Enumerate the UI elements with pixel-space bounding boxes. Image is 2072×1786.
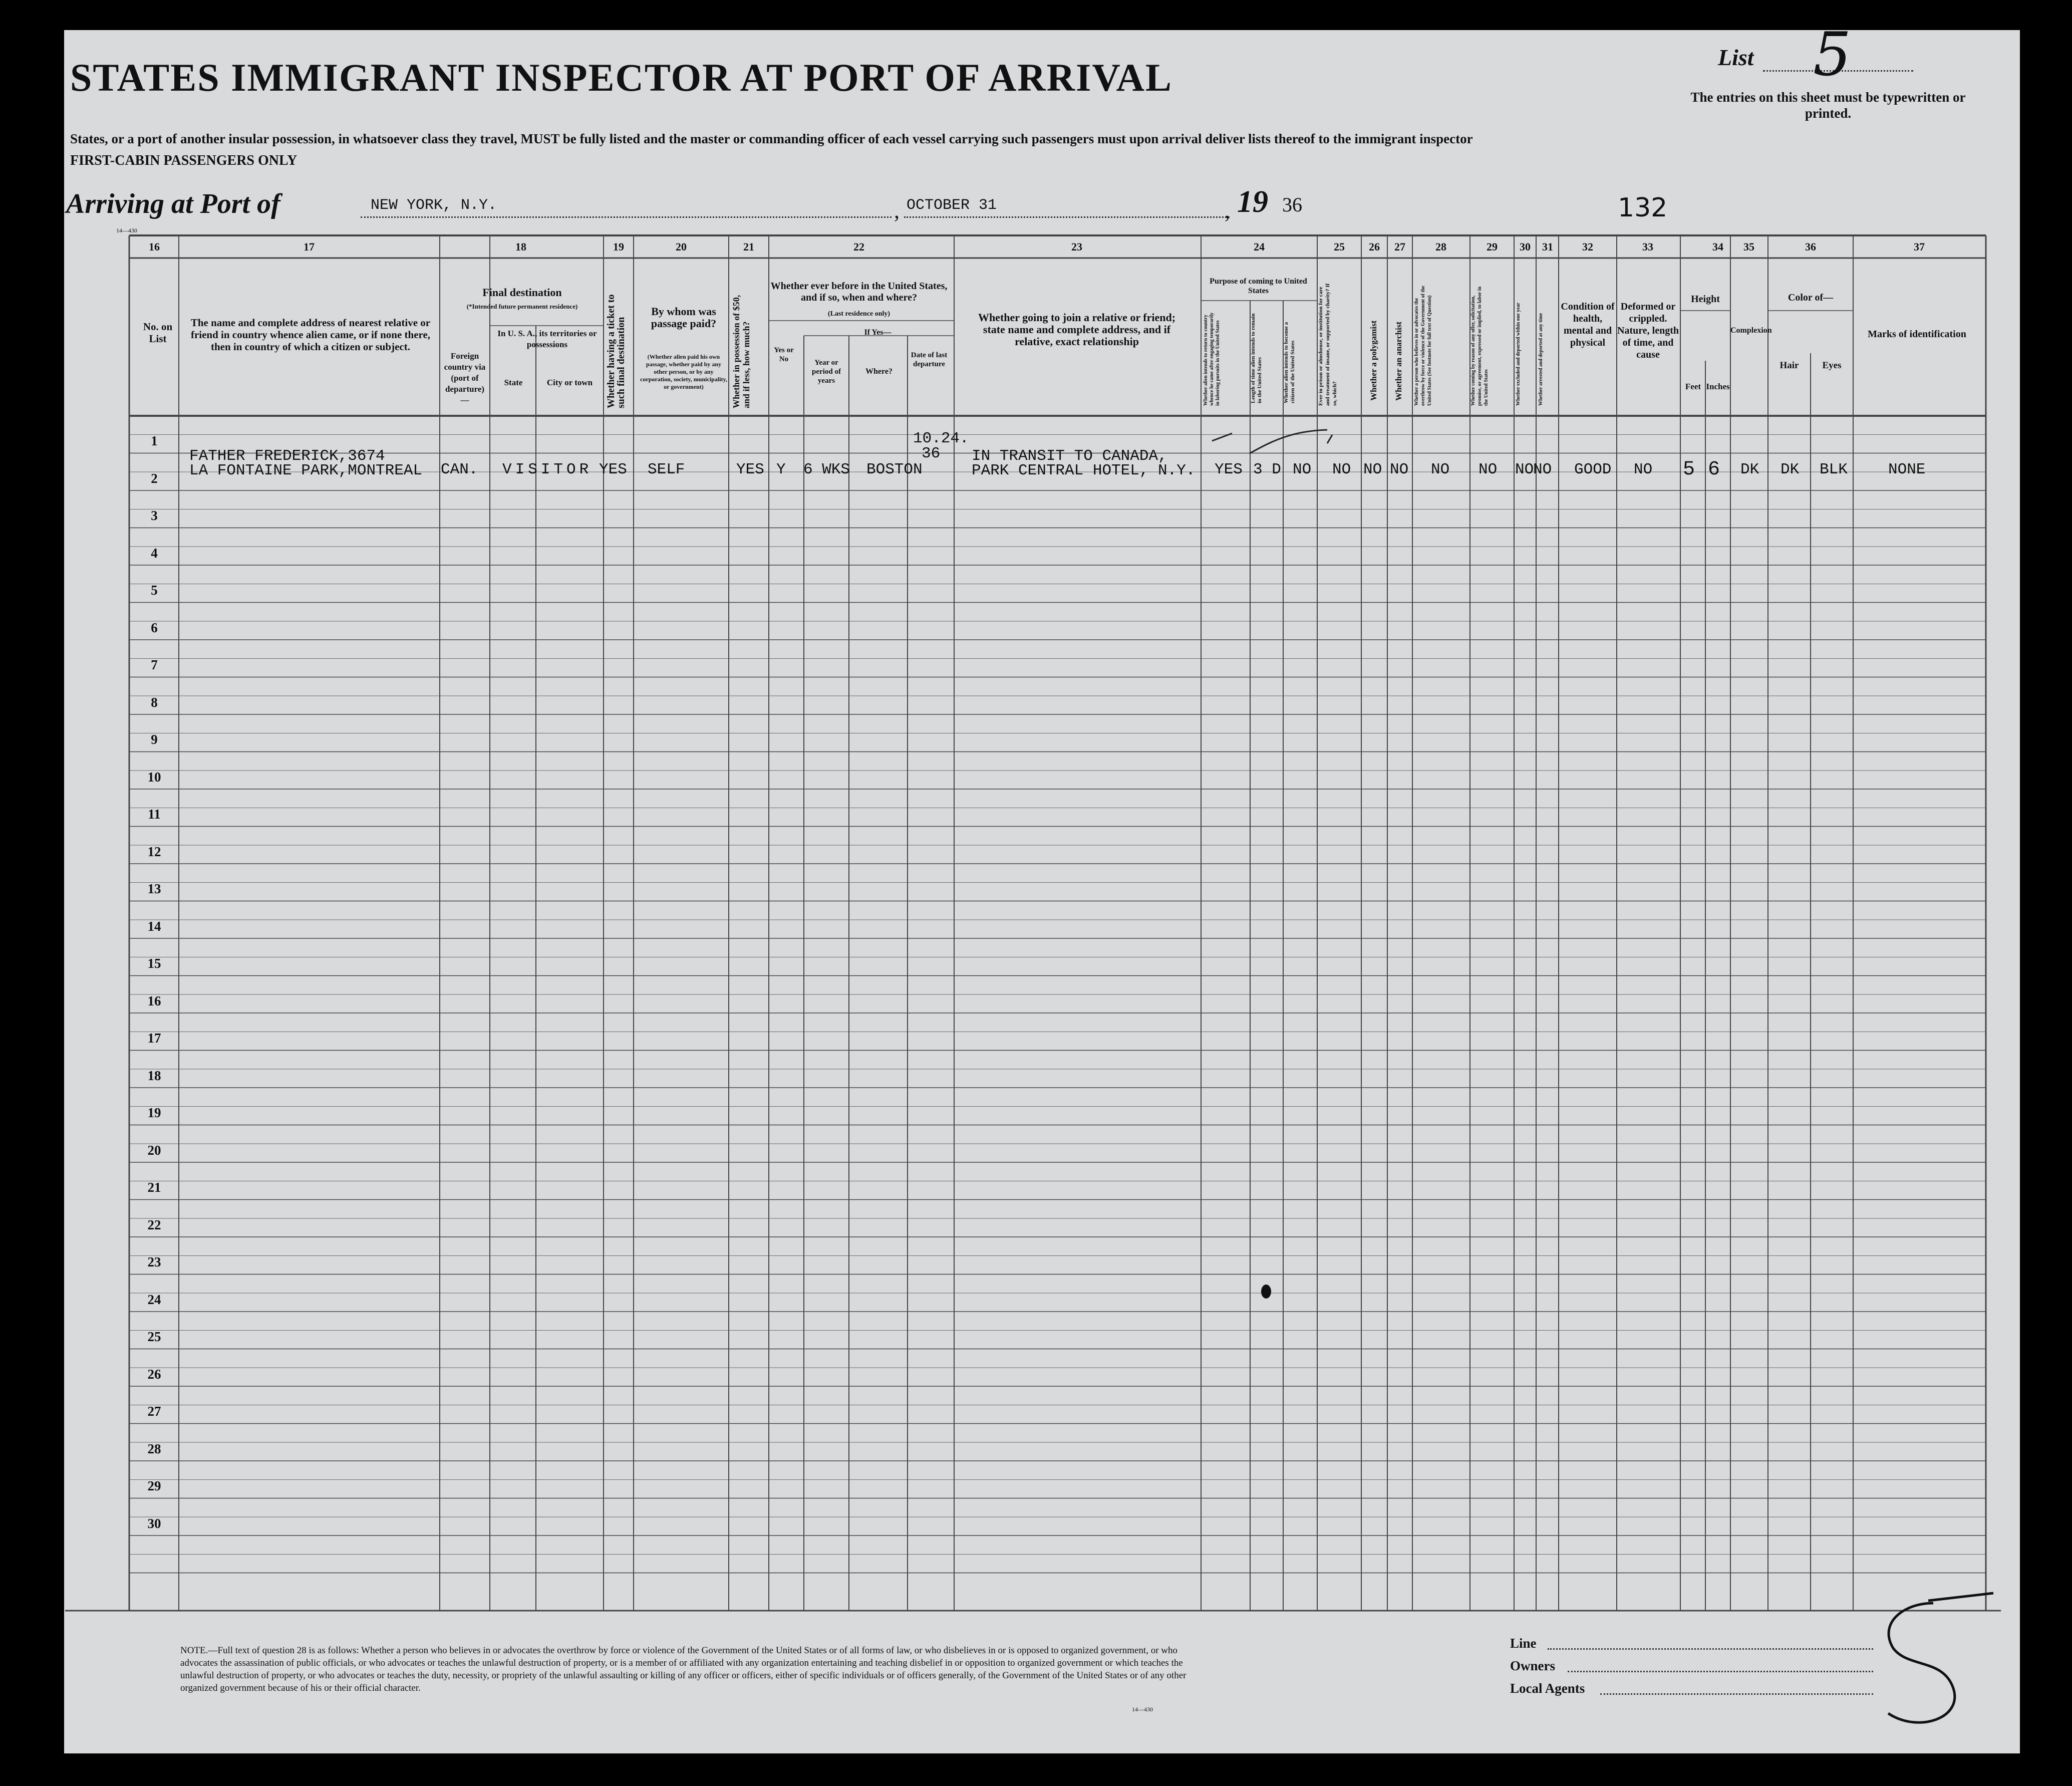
row-number: 23	[147, 1254, 161, 1269]
header-hair: Hair	[1780, 360, 1799, 371]
header-ever-before: Whether ever before in the United States, and if so, when and where?	[770, 281, 948, 303]
binder-hole	[32, 278, 53, 299]
row-number: 9	[151, 732, 158, 747]
header-q28: Whether a person who believes in or advocates the overthrow by force or violence of the Government of the United States (See footnote for full text of Question)	[1414, 286, 1432, 406]
binder-hole	[32, 571, 53, 592]
owners-underline	[1568, 1671, 1873, 1672]
owners-label: Owners	[1510, 1658, 1555, 1673]
entry-where: BOSTON	[866, 461, 923, 478]
entry-ever-before: Y	[776, 461, 786, 478]
line-label: Line	[1510, 1636, 1537, 1651]
year-prefix: 19	[1237, 185, 1268, 219]
binder-hole	[32, 1541, 53, 1562]
column-number: 20	[676, 240, 687, 253]
column-number: 26	[1369, 240, 1380, 253]
row-number: 27	[147, 1404, 161, 1419]
row-number: 7	[151, 657, 158, 672]
header-in-usa: In U. S. A., its territories or possessions	[497, 329, 597, 349]
row-number: 19	[147, 1105, 161, 1120]
entry-condition: GOOD	[1574, 461, 1612, 478]
local-agents-label: Local Agents	[1510, 1681, 1585, 1696]
header-nearest-relative: The name and complete address of nearest relative or friend in country whence alien came, or if none there, then in country of which a citizen or subject.	[190, 317, 431, 353]
handwritten-five-footer	[1888, 1603, 1955, 1722]
row-number: 16	[147, 993, 161, 1008]
column-number: 37	[1914, 240, 1925, 253]
row-number: 4	[151, 545, 158, 561]
entry-inches: 6	[1708, 458, 1720, 481]
header-q30: Whether excluded and deported within one year	[1516, 303, 1521, 406]
header-q31: Whether arrested and deported at any time	[1538, 313, 1544, 406]
entry-relative-line1: FATHER FREDERICK,3674	[189, 447, 385, 465]
header-final-destination-note: (*Intended future permanent residence)	[466, 303, 578, 310]
row-number: 6	[151, 620, 158, 635]
line-underline	[1548, 1648, 1873, 1650]
form-code: 14—430	[116, 227, 137, 234]
entry-possession: YES	[736, 461, 764, 478]
binder-hole	[32, 651, 53, 672]
header-condition: Condition of health, mental and physical	[1561, 301, 1615, 348]
page-number: 132	[1618, 193, 1668, 223]
entry-anarchist: NO	[1390, 461, 1409, 478]
header-deformed: Deformed or crippled. Nature, length of time, and cause	[1617, 301, 1679, 360]
row-number: 17	[147, 1031, 161, 1046]
agents-underline	[1600, 1693, 1873, 1695]
row-number: 5	[151, 583, 158, 598]
header-complexion: Complexion	[1730, 326, 1772, 335]
entry-relative-line2: LA FONTAINE PARK,MONTREAL	[189, 462, 423, 479]
header-final-destination: Final destination	[482, 286, 562, 299]
column-number: 18	[515, 240, 526, 253]
column-number: 17	[304, 240, 315, 253]
entry-foreign-country: CAN.	[441, 461, 478, 478]
row-number: 1	[151, 433, 158, 448]
header-if-yes: If Yes—	[864, 328, 892, 337]
row-number: 15	[147, 956, 161, 971]
header-where: Where?	[865, 367, 893, 376]
header-date-departure: Date of last departure	[911, 351, 948, 368]
column-number: 19	[613, 240, 624, 253]
entry-ticket: YES	[599, 461, 627, 478]
entry-feet: 5	[1683, 458, 1695, 481]
row-number: 12	[147, 844, 161, 859]
column-number: 32	[1582, 240, 1593, 253]
entry-joining-line1: IN TRANSIT TO CANADA,	[972, 447, 1167, 465]
ink-blot	[1261, 1285, 1271, 1299]
typewritten-instruction: The entries on this sheet must be typewritten or printed.	[1690, 90, 1966, 121]
row-number: 20	[147, 1142, 161, 1158]
row-number: 2	[151, 470, 158, 486]
row-number: 29	[147, 1478, 161, 1493]
entry-prison: NO	[1332, 461, 1351, 478]
header-last-residence: (Last residence only)	[827, 310, 891, 318]
column-number: 16	[149, 240, 160, 253]
header-purpose-a: Whether alien intends to return to country whence he came after engaging temporarily in laboring pursuits in the United States	[1203, 312, 1221, 406]
comma: ,	[894, 198, 900, 223]
entry-joining-line2: PARK CENTRAL HOTEL, N.Y.	[972, 462, 1196, 479]
column-number: 27	[1394, 240, 1405, 253]
header-color-of: Color of—	[1788, 292, 1834, 303]
row-number: 13	[147, 881, 161, 896]
list-number: 5	[1813, 20, 1852, 90]
form-subtitle: States, or a port of another insular possession, in whatsoever class they travel, MUST be fully listed and the master or commanding officer of each vessel carrying such passengers must upon arrival deliver lists thereof to the immigrant inspector	[70, 131, 1473, 146]
form-title: STATES IMMIGRANT INSPECTOR AT PORT OF ARRIVAL	[70, 56, 1172, 99]
row-number: 22	[147, 1217, 161, 1232]
entry-polygamist: NO	[1363, 461, 1382, 478]
handwritten-list-number	[1898, 1598, 1899, 1599]
row-number: 30	[147, 1515, 161, 1531]
header-by-whom-note: (Whether alien paid his own passage, whether paid by any other person, or by any corporation, society, municipality, or government)	[640, 353, 727, 390]
header-possession: Whether in possession of $50, and if less, how much?	[731, 295, 751, 408]
header-polygamist: Whether a polygamist	[1369, 320, 1378, 401]
column-number: 31	[1542, 240, 1553, 253]
row-number: 10	[147, 769, 161, 785]
entry-purpose-b: 3 D	[1253, 461, 1281, 478]
row-number: 8	[151, 694, 158, 710]
column-number: 22	[853, 240, 864, 253]
entry-deformed: NO	[1634, 461, 1653, 478]
arriving-label: Arriving at Port of	[66, 188, 280, 219]
arrival-date: OCTOBER 31	[907, 197, 997, 214]
entry-q28: NO	[1431, 461, 1450, 478]
header-yes-no: Yes or No	[774, 346, 794, 363]
header-no-on-list: No. on List	[143, 321, 173, 345]
entry-q30: NO	[1515, 461, 1534, 478]
row-number: 25	[147, 1329, 161, 1344]
entry-q29: NO	[1478, 461, 1498, 478]
header-by-whom: By whom was passage paid?	[651, 305, 717, 330]
handwritten-five-stroke	[1928, 1593, 1993, 1601]
header-purpose-b: Length of time alien intends to remain in the United States	[1250, 313, 1263, 403]
header-eyes: Eyes	[1822, 360, 1842, 371]
binder-hole	[32, 1458, 53, 1479]
header-anarchist: Whether an anarchist	[1394, 321, 1403, 401]
entry-marks: NONE	[1888, 461, 1926, 478]
header-height: Height	[1691, 294, 1720, 305]
column-number: 36	[1805, 240, 1816, 253]
entry-eyes: BLK	[1820, 461, 1848, 478]
column-number: 35	[1743, 240, 1754, 253]
binder-hole	[32, 321, 53, 342]
footnote-question-28: NOTE.—Full text of question 28 is as follows: Whether a person who believes in or advocates the overthrow by force or violence of the Government of the United States or of all forms of law, or who disbelieves in or is opposed to organized government, or who advocates the assassination of public officials, or who advocates or teaches the unlawful destruction of property, or is a member of or affiliated with any organization entertaining and teaching disbelief in or opposition to organized government or which teaches the unlawful destruction of property, or who advocates or teaches the duty, necessity, or propriety of the unlawful assaulting or killing of any officer or officers, either of specific individuals or of officers generally, of the Government of the United States or of any other organized government because of his or their official character.	[180, 1645, 1187, 1693]
footer-form-code: 14—430	[1132, 1706, 1153, 1713]
column-number: 34	[1712, 240, 1723, 253]
entry-complexion: DK	[1740, 461, 1759, 478]
entry-state-city: VISITOR	[502, 461, 593, 478]
pencil-check-marks	[1212, 430, 1332, 453]
binder-hole	[32, 1202, 53, 1223]
entry-hair: DK	[1781, 461, 1800, 478]
column-number: 33	[1642, 240, 1653, 253]
header-feet: Feet	[1685, 382, 1701, 391]
entry-departure-date-line2: 36	[922, 445, 941, 462]
binder-hole	[32, 235, 53, 257]
entry-departure-date-line1: 10.24.	[913, 430, 969, 447]
column-number: 29	[1487, 240, 1498, 253]
entry-paid-by: SELF	[648, 461, 685, 478]
header-foreign-country: Foreign country via (port of departure)—	[444, 351, 486, 405]
entry-period: 6 WKS	[803, 461, 850, 478]
list-label: List	[1718, 45, 1754, 70]
row-number: 11	[148, 807, 161, 822]
row-number: 3	[151, 508, 158, 523]
row-number: 14	[147, 918, 161, 934]
header-purpose-c: Whether alien intends to become a citizen of the United States	[1283, 322, 1296, 403]
year-suffix: 36	[1282, 193, 1302, 216]
arrival-port: NEW YORK, N.Y.	[371, 197, 497, 214]
entry-purpose-a: YES	[1215, 461, 1243, 478]
row-number: 18	[147, 1068, 161, 1083]
header-ticket: Whether having a ticket to such final destination	[606, 294, 627, 408]
header-q29: Whether coming by reason of any offer, solicitation, promise, or agreement, expressed or implied, to labor in the United States	[1470, 286, 1489, 406]
column-number: 21	[743, 240, 754, 253]
entry-purpose-c: NO	[1293, 461, 1312, 478]
header-state: State	[504, 378, 523, 387]
column-number: 28	[1435, 240, 1446, 253]
header-prison: Ever in prison or almshouse, or institution for care and treatment of insane, or supported by charity? If so, which?	[1318, 283, 1338, 406]
class-line: FIRST-CABIN PASSENGERS ONLY	[70, 153, 298, 168]
entry-q31: NO	[1533, 461, 1552, 478]
row-number: 21	[147, 1180, 161, 1195]
comma: ,	[1225, 198, 1230, 223]
column-number: 24	[1254, 240, 1265, 253]
header-inches: Inches	[1706, 382, 1730, 391]
binder-hole	[32, 1122, 53, 1143]
header-marks: Marks of identification	[1868, 329, 1966, 340]
header-joining-relative: Whether going to join a relative or friend; state name and complete address, and if relative, exact relationship	[978, 311, 1176, 348]
header-year-period: Year or period of years	[812, 359, 841, 385]
column-number: 30	[1520, 240, 1531, 253]
header-city: City or town	[546, 378, 593, 387]
row-number: 28	[147, 1441, 161, 1456]
row-number: 26	[147, 1366, 161, 1382]
column-number: 23	[1071, 240, 1082, 253]
column-number: 25	[1334, 240, 1345, 253]
row-number: 24	[147, 1292, 161, 1307]
header-purpose: Purpose of coming to United States	[1210, 277, 1307, 295]
